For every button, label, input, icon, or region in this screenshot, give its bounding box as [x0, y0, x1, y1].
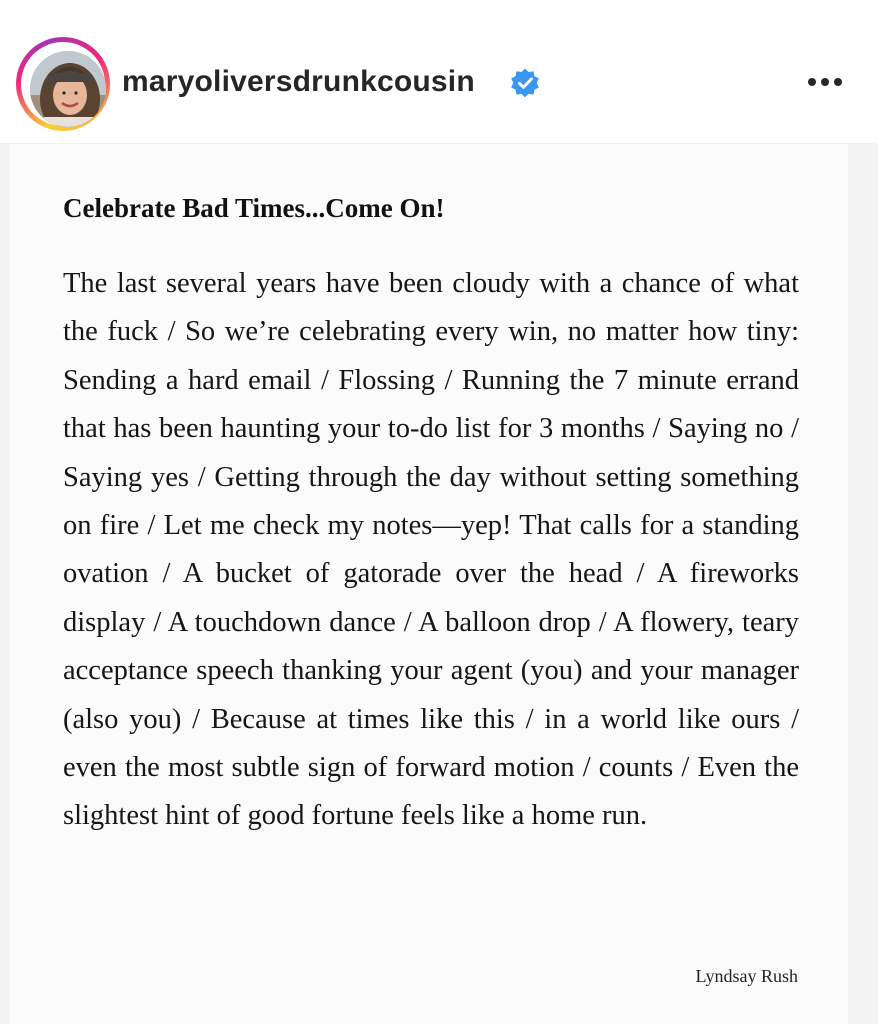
profile-avatar[interactable]: [30, 51, 106, 127]
poem-body: The last several years have been cloudy with a chance of what the fuck / So we’re celebrating every win, no matter how tiny: Sending a hard email / Flossing / Running the 7 minute errand that has been haunting your to-do list for 3 months / Saying no / Saying yes / Getting through the day without setting something on fire / Let me check my notes—yep! That calls for a standing ovation / A bucket of gatorade over the head / A fireworks display / A touchdown dance / A balloon drop / A flowery, teary acceptance speech thanking your agent (you) and your manager (also you) / Because at times like this / in a world like ours / even the most subtle sign of forward motion / counts / Even the slightest hint of good fortune feels like a home run.: [63, 268, 799, 832]
post-header: [0, 0, 878, 144]
avatar-photo: [30, 51, 106, 127]
poem-author: Lyndsay Rush: [695, 966, 798, 986]
username-link[interactable]: maryoliversdrunkcousin: [122, 65, 475, 98]
story-ring[interactable]: [16, 37, 110, 131]
verified-badge-icon: [509, 67, 541, 99]
poem-title: Celebrate Bad Times...Come On!: [63, 193, 445, 223]
more-options-icon[interactable]: [800, 62, 850, 102]
